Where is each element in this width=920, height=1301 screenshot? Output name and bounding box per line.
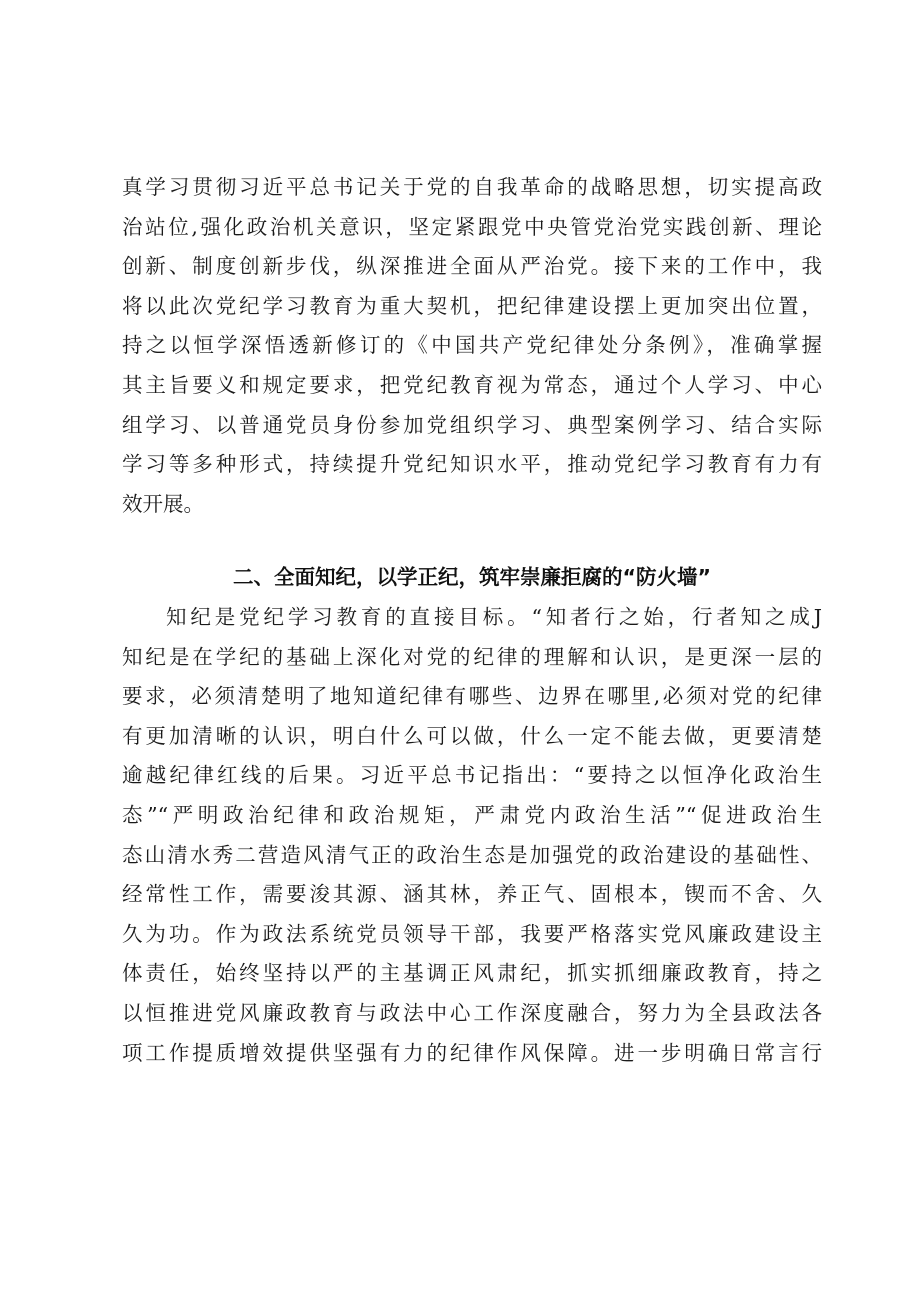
- text-line: 经常性工作，需要浚其源、涵其林，养正气、固根本，锲而不舍、久: [122, 882, 822, 907]
- text-line: 持之以恒学深悟透新修订的《中国共产党纪律处分条例》，准确掌握: [122, 333, 822, 358]
- text-line: 将以此次党纪学习教育为重大契机，把纪律建设摆上更加突出位置，: [122, 293, 822, 318]
- text-line: 知纪是在学纪的基础上深化对党的纪律的理解和认识，是更深一层的: [122, 644, 822, 669]
- text-line: 久为功。作为政法系统党员领导干部，我要严格落实党风廉政建设主: [122, 921, 822, 946]
- body-paragraph-2: [122, 598, 822, 1073]
- text-line: 知纪是党纪学习教育的直接目标。“知者行之始，行者知之成J: [166, 605, 822, 629]
- text-line: 治站位,强化政治机关意识，坚定紧跟党中央管党治党实践创新、理论: [122, 214, 822, 239]
- text-line: 项工作提质增效提供坚强有力的纪律作风保障。进一步明确日常言行: [122, 1040, 822, 1065]
- text-line: 学习等多种形式，持续提升党纪知识水平，推动党纪学习教育有力有: [122, 452, 822, 477]
- text-line: 体责任，始终坚持以严的主基调正风肃纪，抓实抓细廉政教育，持之: [122, 961, 822, 986]
- text-line: 组学习、以普通党员身份参加党组织学习、典型案例学习、结合实际: [122, 412, 822, 437]
- section-heading-2: 二、全面知纪，以学正纪，筑牢崇廉拒腐的“防火墙”: [233, 565, 711, 589]
- text-line: 要求，必须清楚明了地知道纪律有哪些、边界在哪里,必须对党的纪律: [122, 684, 822, 709]
- text-line: 效开展。: [122, 491, 204, 516]
- text-line: 有更加清晰的认识，明白什么可以做，什么一定不能去做，更要清楚: [122, 723, 822, 748]
- body-paragraph-1: [122, 168, 822, 524]
- text-line: 真学习贯彻习近平总书记关于党的自我革命的战略思想，切实提高政: [122, 175, 822, 199]
- text-line: 态山清水秀二营造风清气正的政治生态是加强党的政治建设的基础性、: [122, 842, 822, 867]
- text-line: 其主旨要义和规定要求，把党纪教育视为常态，通过个人学习、中心: [122, 372, 822, 397]
- text-line: 创新、制度创新步伐，纵深推进全面从严治党。接下来的工作中，我: [122, 254, 822, 279]
- text-line: 逾越纪律红线的后果。习近平总书记指出：“要持之以恒净化政治生: [122, 763, 822, 788]
- text-line: 态”“严明政治纪律和政治规矩，严肃党内政治生活”“促进政治生: [122, 802, 822, 827]
- text-line: 以恒推进党风廉政教育与政法中心工作深度融合，努力为全县政法各: [122, 1000, 822, 1025]
